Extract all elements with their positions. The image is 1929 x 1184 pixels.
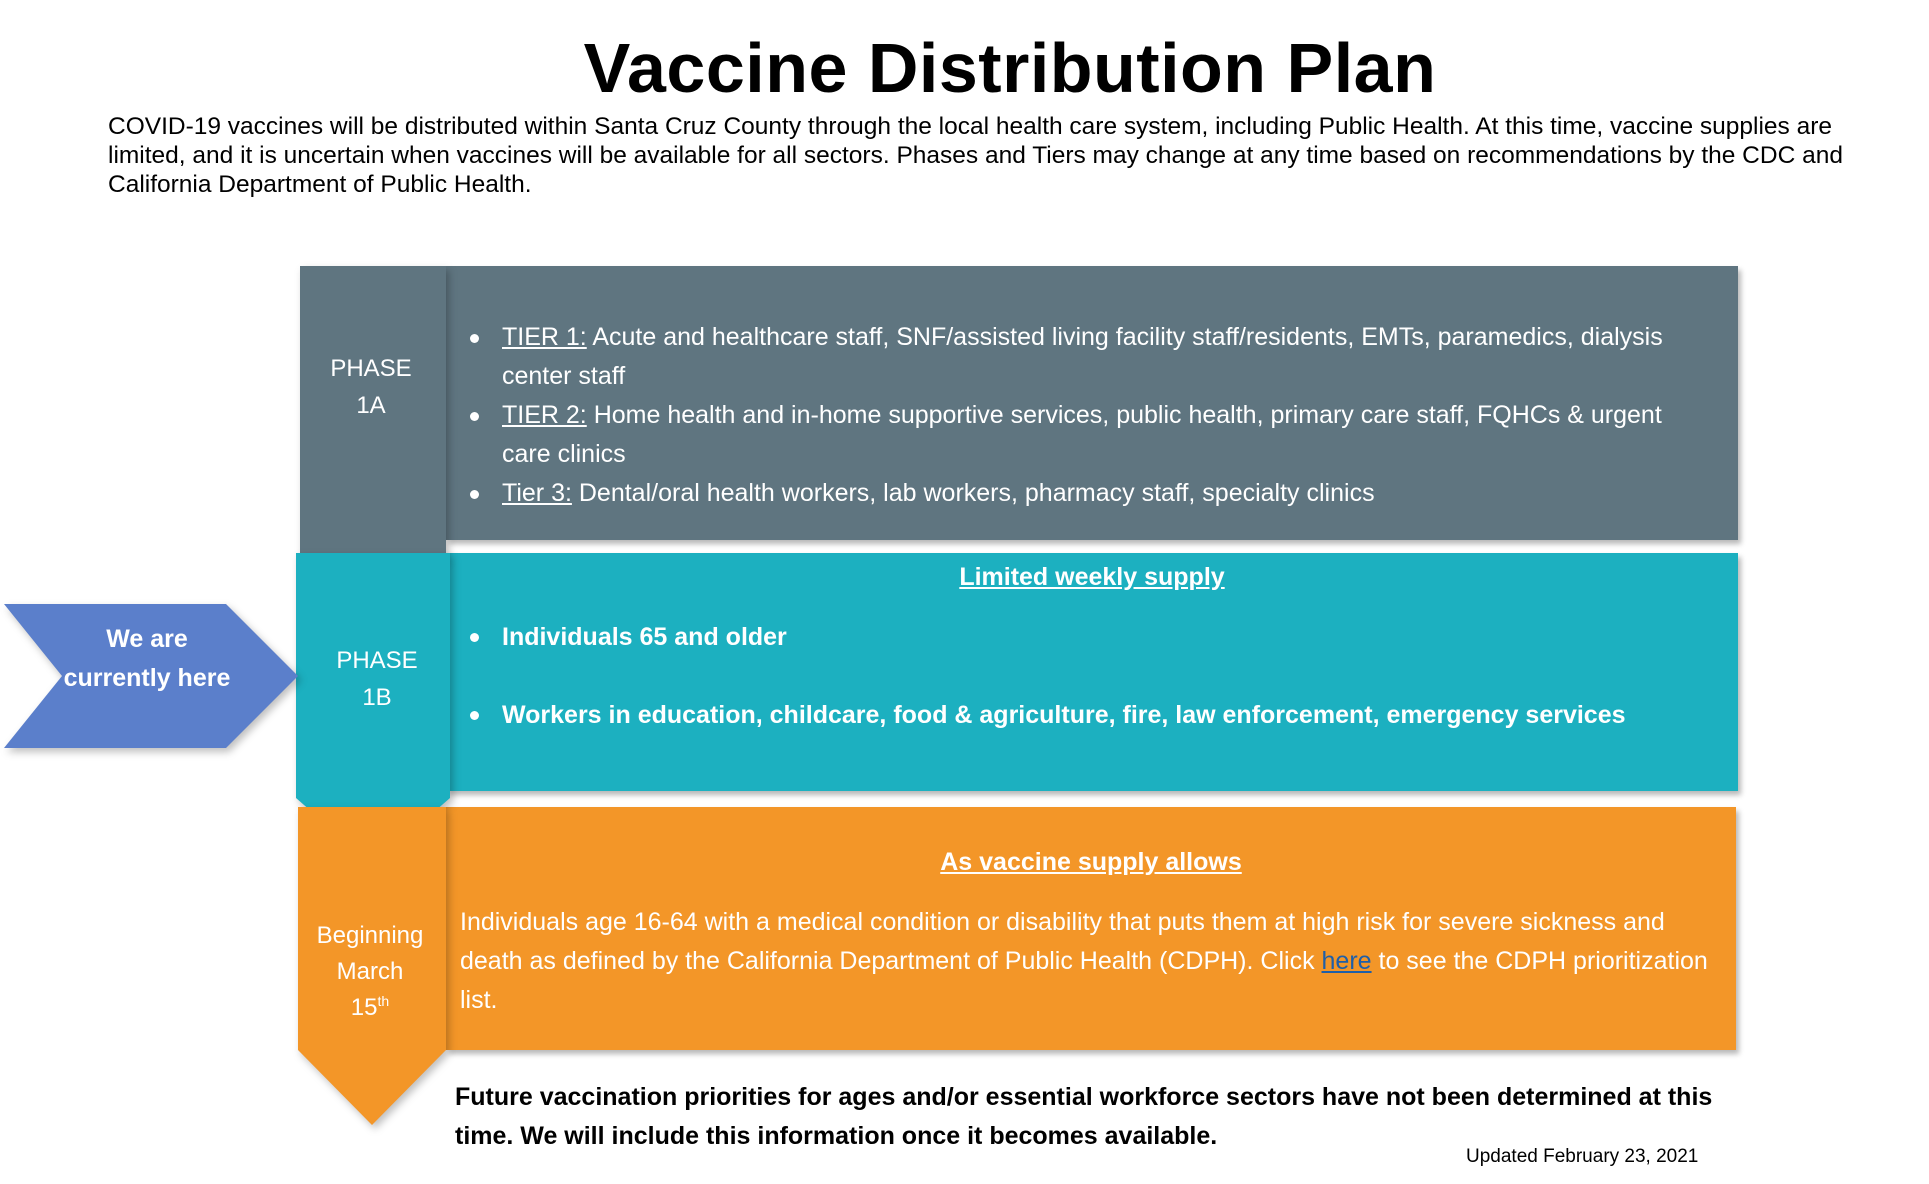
current-phase-marker-text: We are currently here: [63, 625, 231, 692]
phase-1b-label: [322, 642, 432, 716]
phase-next-label-date: 15th: [350, 993, 390, 1021]
phase-next-label-line1: Beginning: [316, 922, 424, 949]
tier-label: TIER 1:: [502, 323, 587, 351]
phase-1a-label-line2: 1A: [356, 392, 386, 419]
phase-next-label-line2: March: [336, 958, 404, 985]
phase-1b-label-line1: PHASE: [336, 647, 418, 674]
list-item: Individuals 65 and older: [462, 620, 1712, 654]
tier-description: Home health and in-home supportive services, public health, primary care staff, FQHCs & urgent care clinics: [502, 401, 1662, 468]
phase-next-text-before: Individuals age 16-64 with a medical condition or disability that puts them at high risk for severe sickness and death as defined by the California Department of Public Health (CDPH). Click: [460, 908, 1665, 975]
phase-1a-tier-list: [462, 318, 1712, 513]
tier-label: Tier 3:: [502, 479, 572, 507]
future-priorities-note: Future vaccination priorities for ages and/or essential workforce sectors have not been determined at this time. We will include this information once it becomes available.: [455, 1083, 1713, 1150]
phase-next-description: [460, 903, 1730, 1020]
tier-description: Dental/oral health workers, lab workers, pharmacy staff, specialty clinics: [578, 479, 1375, 507]
updated-date: Updated February 23, 2021: [1466, 1146, 1699, 1167]
intro-paragraph: COVID-19 vaccines will be distributed within Santa Cruz County through the local health care system, including Public Health. At this time, vaccine supplies are limited, and it is uncertain when vaccines will be available for all sectors. Phases and Tiers may change at any time based on recommendations by the CDC and California Department of Public Health.: [108, 113, 1843, 198]
phase-next-heading: As vaccine supply allows: [940, 848, 1242, 876]
list-item: Workers in education, childcare, food & agriculture, fire, law enforcement, emergency services: [462, 698, 1712, 732]
phase-1a-label: [316, 350, 426, 424]
cdph-list-link[interactable]: here: [1321, 947, 1372, 975]
phase-1b-label-line2: 1B: [362, 684, 392, 711]
phase-next-text-after: to see the CDPH prioritization list.: [460, 947, 1708, 1014]
list-item: [462, 396, 1712, 474]
phase-1b-heading: Limited weekly supply: [959, 563, 1225, 591]
phase-next-label: [305, 918, 435, 1026]
tier-label: TIER 2:: [502, 401, 587, 429]
phase-1b-list: [462, 620, 1712, 776]
list-item: [462, 474, 1712, 513]
page-title: Vaccine Distribution Plan: [583, 29, 1437, 107]
phase-1a-label-line1: PHASE: [330, 355, 412, 382]
tier-description: Acute and healthcare staff, SNF/assisted living facility staff/residents, EMTs, paramedics, dialysis center staff: [502, 323, 1663, 390]
list-item: [462, 318, 1712, 396]
